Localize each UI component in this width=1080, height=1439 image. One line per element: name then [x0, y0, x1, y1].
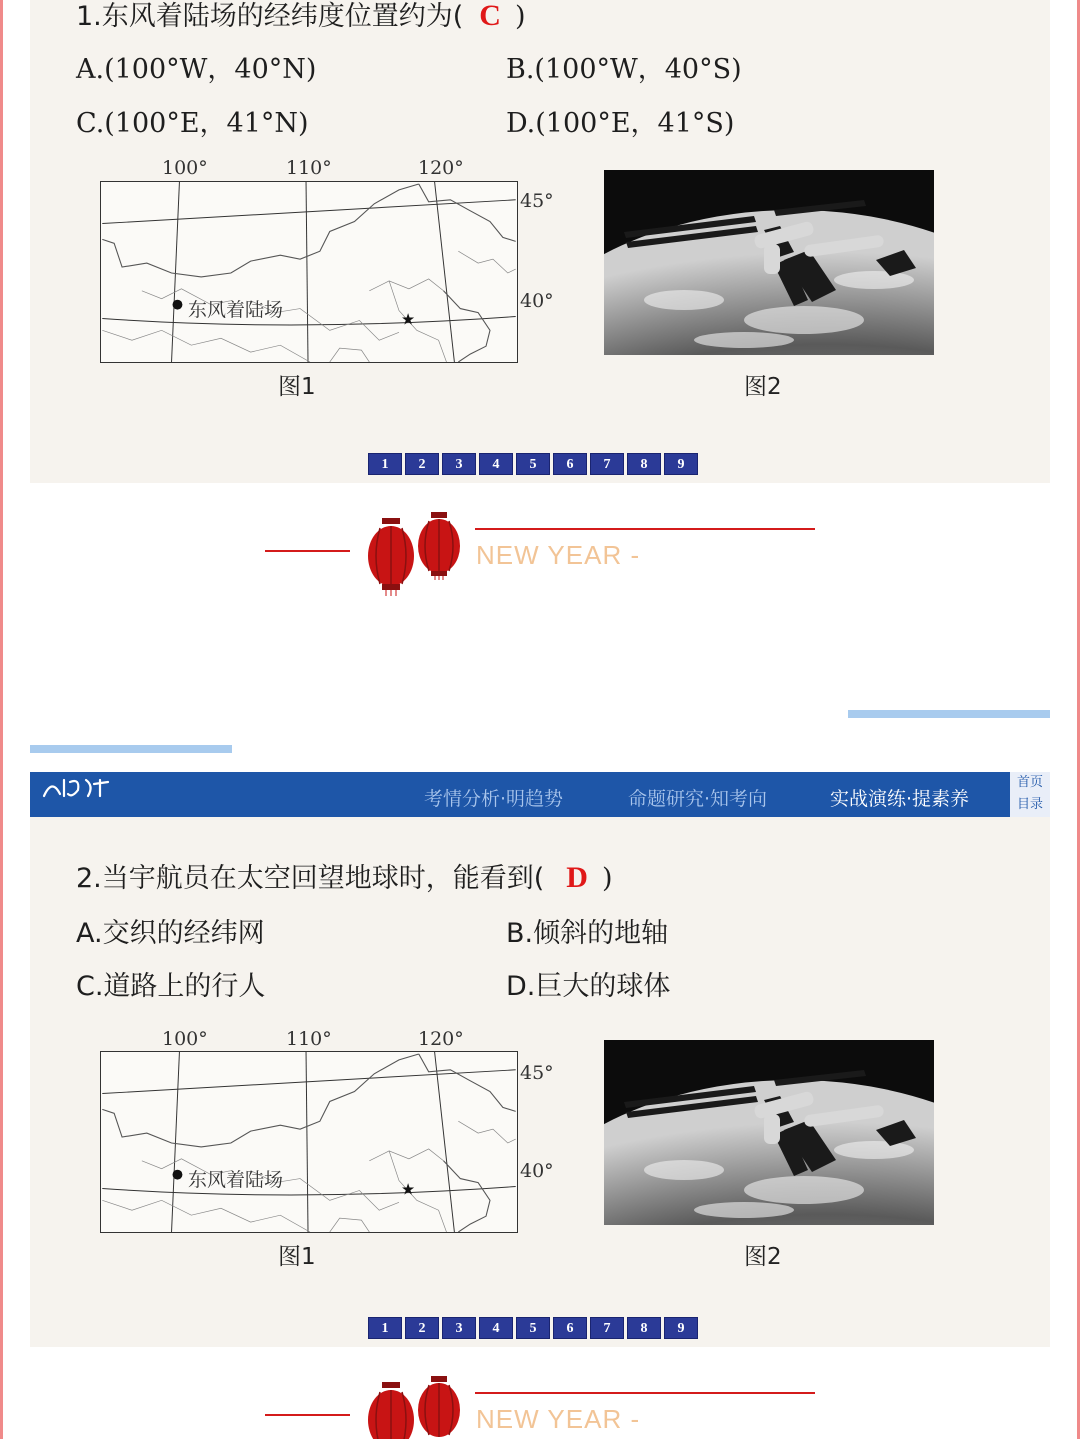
- option-b: B.倾斜的地轴: [506, 918, 669, 949]
- question-1: [76, 0, 526, 33]
- decor-line-right: [475, 528, 815, 530]
- nav-tab-analysis[interactable]: 考情分析·明趋势: [424, 788, 564, 810]
- decor-line-left: [265, 1414, 350, 1416]
- svg-text:★: ★: [400, 1179, 416, 1199]
- lon-label-120: 120°: [418, 157, 464, 179]
- space-station-image: [604, 1040, 934, 1225]
- page-button-8[interactable]: 8: [627, 453, 661, 475]
- lantern-icon: [366, 1380, 416, 1439]
- brand-logo: [42, 776, 112, 805]
- question-1-close: ): [514, 1, 526, 32]
- page-button-7[interactable]: 7: [590, 453, 624, 475]
- lat-label-45: 45°: [520, 190, 554, 212]
- page-button-5[interactable]: 5: [516, 1317, 550, 1339]
- slide-nav-bar: [30, 772, 1050, 817]
- page-button-9[interactable]: 9: [664, 453, 698, 475]
- space-station-photo: [604, 170, 934, 355]
- map-drawing: [101, 1052, 517, 1232]
- slide-question-2: [30, 772, 1050, 1347]
- page-button-6[interactable]: 6: [553, 1317, 587, 1339]
- page-button-8[interactable]: 8: [627, 1317, 661, 1339]
- page-border-left: [0, 0, 3, 1439]
- map-drawing: [101, 182, 517, 362]
- map-place-label: 东风着陆场: [188, 1169, 284, 1191]
- option-c: C.道路上的行人: [76, 971, 266, 1002]
- option-d: D.巨大的球体: [506, 971, 671, 1002]
- accent-bar-right: [848, 710, 1050, 718]
- page-button-4[interactable]: 4: [479, 1317, 513, 1339]
- toc-link[interactable]: 目录: [1016, 797, 1043, 812]
- question-2-answer: D: [566, 861, 588, 894]
- question-2-close: ): [601, 863, 613, 894]
- figure-1-caption: 图1: [278, 374, 316, 400]
- page-button-4[interactable]: 4: [479, 453, 513, 475]
- page-button-9[interactable]: 9: [664, 1317, 698, 1339]
- lantern-icon: [416, 510, 462, 584]
- lat-label-40: 40°: [520, 1160, 554, 1182]
- new-year-text: NEW YEAR -: [476, 1404, 641, 1434]
- new-year-text: NEW YEAR -: [476, 540, 641, 570]
- page-button-5[interactable]: 5: [516, 453, 550, 475]
- lantern-icon: [366, 516, 416, 600]
- option-a: A.(100°W，40°N): [76, 54, 317, 85]
- page-button-1[interactable]: 1: [368, 453, 402, 475]
- figure-1-caption: 图1: [278, 1244, 316, 1270]
- page-button-1[interactable]: 1: [368, 1317, 402, 1339]
- page-button-2[interactable]: 2: [405, 453, 439, 475]
- question-1-text: 1.东风着陆场的经纬度位置约为(: [76, 1, 464, 32]
- lon-label-110: 110°: [286, 157, 332, 179]
- nav-tab-research[interactable]: 命题研究·知考向: [628, 788, 768, 810]
- nav-home-toc: [1010, 772, 1050, 817]
- question-2: [76, 856, 613, 895]
- brand-logo-mark: [42, 776, 112, 800]
- decor-line-right: [475, 1392, 815, 1394]
- question-2-text: 2.当宇航员在太空回望地球时，能看到(: [76, 863, 545, 894]
- figure-2-caption: 图2: [744, 374, 782, 400]
- lon-label-110: 110°: [286, 1028, 332, 1050]
- page-button-2[interactable]: 2: [405, 1317, 439, 1339]
- figure-2-caption: 图2: [744, 1244, 782, 1270]
- space-station-image: [604, 170, 934, 355]
- page-button-6[interactable]: 6: [553, 453, 587, 475]
- lantern-icon: [416, 1374, 462, 1439]
- lon-label-100: 100°: [162, 157, 208, 179]
- page-button-3[interactable]: 3: [442, 453, 476, 475]
- map-figure-1: [100, 181, 518, 363]
- option-a: A.交织的经纬网: [76, 918, 265, 949]
- home-link[interactable]: 首页: [1016, 775, 1043, 790]
- option-b: B.(100°W，40°S): [506, 54, 742, 85]
- map-figure-1: [100, 1051, 518, 1233]
- map-place-label: 东风着陆场: [188, 299, 284, 321]
- svg-text:★: ★: [400, 309, 416, 329]
- lon-label-100: 100°: [162, 1028, 208, 1050]
- option-d: D.(100°E，41°S): [506, 108, 735, 139]
- lat-label-45: 45°: [520, 1062, 554, 1084]
- space-station-photo: [604, 1040, 934, 1225]
- slide-question-1: [30, 0, 1050, 483]
- lon-label-120: 120°: [418, 1028, 464, 1050]
- page-button-7[interactable]: 7: [590, 1317, 624, 1339]
- question-1-answer: C: [479, 0, 501, 32]
- accent-bar-left: [30, 745, 232, 753]
- option-c: C.(100°E，41°N): [76, 108, 309, 139]
- decor-line-left: [265, 550, 350, 552]
- lat-label-40: 40°: [520, 290, 554, 312]
- slide-pager-2: [368, 1317, 698, 1339]
- page-button-3[interactable]: 3: [442, 1317, 476, 1339]
- nav-tab-practice[interactable]: 实战演练·提素养: [830, 788, 970, 810]
- slide-pager-1: [368, 453, 698, 475]
